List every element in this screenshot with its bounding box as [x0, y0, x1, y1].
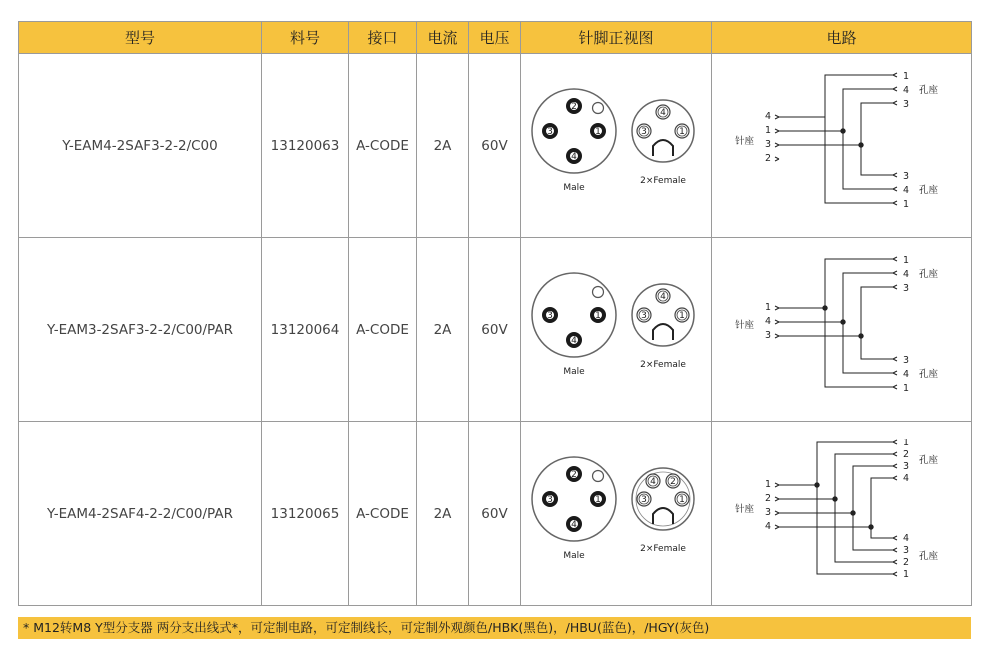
circuit-pin-label: 1: [764, 478, 771, 490]
pin-diagram: [522, 270, 711, 390]
circuit-diagram: [713, 71, 971, 221]
male-pin-label: 4: [570, 335, 577, 346]
header-model: 型号: [19, 22, 262, 54]
table-row: [19, 54, 972, 238]
circuit-pin-label: 2: [764, 492, 771, 504]
model-cell: Y-EAM4-2SAF3-2-2/C00: [19, 54, 262, 238]
male-pin-label: 4: [570, 519, 577, 530]
current-cell: 2A: [417, 54, 469, 238]
male-pin-label: 2: [570, 469, 577, 480]
female-connector-icon: [632, 100, 694, 162]
part-no-cell: 13120064: [262, 238, 349, 422]
circuit-pin-label: 1: [902, 568, 909, 580]
female-pin-label: 3: [640, 126, 647, 137]
male-pin-label: 4: [570, 151, 577, 162]
pin-view-cell: [521, 422, 712, 606]
model-cell: Y-EAM3-2SAF3-2-2/C00/PAR: [19, 238, 262, 422]
circuit-pin-label: 4: [902, 268, 909, 280]
voltage-cell: 60V: [469, 422, 521, 606]
circuit-pin-label: 4: [764, 520, 771, 532]
circuit-left-label: 针座: [734, 135, 754, 147]
female-connector-icon: [632, 468, 694, 530]
male-pin-label: 1: [594, 310, 601, 321]
voltage-cell: 60V: [469, 54, 521, 238]
female-pin-label: 3: [640, 494, 647, 505]
circuit-cell: [712, 238, 972, 422]
circuit-pin-label: 1: [902, 198, 909, 210]
circuit-pin-label: 3: [902, 544, 909, 556]
male-pin-label: 1: [594, 126, 601, 137]
part-no-cell: 13120063: [262, 54, 349, 238]
part-no-cell: 13120065: [262, 422, 349, 606]
footer-note: * M12转M8 Y型分支器 两分支出线式*，可定制电路，可定制线长，可定制外观颜色/HBK(黑色)，/HBU(蓝色)，/HGY(灰色): [18, 617, 971, 639]
female-pin-label: 4: [659, 107, 666, 118]
circuit-pin-label: 3: [902, 98, 909, 110]
circuit-pin-label: 3: [764, 329, 771, 341]
circuit-left-label: 针座: [734, 319, 754, 331]
header-voltage: 电压: [469, 22, 521, 54]
header-interface: 接口: [349, 22, 417, 54]
interface-cell: A-CODE: [349, 238, 417, 422]
circuit-pin-label: 1: [902, 438, 909, 448]
circuit-diagram: [713, 255, 971, 405]
pin-diagram: [522, 454, 711, 574]
female-pin-label: 3: [640, 310, 647, 321]
circuit-top-label: 孔座: [918, 454, 938, 466]
circuit-left-label: 针座: [734, 503, 754, 515]
female-label: 2×Female: [639, 359, 686, 370]
male-label: Male: [562, 550, 585, 561]
male-pin-label: 1: [594, 494, 601, 505]
male-pin-label: 2: [570, 101, 577, 112]
male-connector-icon: [532, 457, 616, 541]
header-part-no: 料号: [262, 22, 349, 54]
circuit-pin-label: 4: [902, 472, 909, 484]
circuit-pin-label: 4: [764, 315, 771, 327]
circuit-bottom-label: 孔座: [918, 550, 938, 562]
female-pin-label: 1: [678, 494, 685, 505]
pin-view-cell: [521, 54, 712, 238]
circuit-pin-label: 3: [764, 138, 771, 150]
circuit-cell: [712, 422, 972, 606]
circuit-pin-label: 1: [902, 70, 909, 82]
circuit-pin-label: 4: [902, 184, 909, 196]
circuit-diagram: [713, 439, 971, 589]
female-connector-icon: [632, 284, 694, 346]
female-label: 2×Female: [639, 175, 686, 186]
pin-diagram: [522, 86, 711, 206]
circuit-pin-label: 3: [902, 170, 909, 182]
circuit-bottom-label: 孔座: [918, 368, 938, 380]
header-pin-view: 针脚正视图: [521, 22, 712, 54]
current-cell: 2A: [417, 422, 469, 606]
female-pin-label: 1: [678, 310, 685, 321]
table-row: [19, 238, 972, 422]
circuit-pin-label: 1: [902, 254, 909, 266]
circuit-pin-label: 4: [902, 532, 909, 544]
circuit-pin-label: 3: [764, 506, 771, 518]
voltage-cell: 60V: [469, 238, 521, 422]
female-pin-label: 2: [669, 476, 676, 487]
circuit-pin-label: 1: [902, 382, 909, 394]
circuit-pin-label: 4: [764, 110, 771, 122]
female-pin-label: 4: [659, 291, 666, 302]
female-pin-label: 1: [678, 126, 685, 137]
circuit-pin-label: 2: [902, 448, 909, 460]
header-current: 电流: [417, 22, 469, 54]
interface-cell: A-CODE: [349, 54, 417, 238]
circuit-pin-label: 4: [902, 84, 909, 96]
male-pin-label: 3: [546, 310, 553, 321]
male-connector-icon: [532, 273, 616, 357]
male-pin-label: 3: [546, 494, 553, 505]
table-header-row: [19, 22, 972, 54]
circuit-cell: [712, 54, 972, 238]
interface-cell: A-CODE: [349, 422, 417, 606]
current-cell: 2A: [417, 238, 469, 422]
circuit-pin-label: 4: [902, 368, 909, 380]
male-pin-label: 3: [546, 126, 553, 137]
male-label: Male: [562, 366, 585, 377]
circuit-pin-label: 3: [902, 282, 909, 294]
header-circuit: 电路: [712, 22, 972, 54]
pin-view-cell: [521, 238, 712, 422]
circuit-pin-label: 1: [764, 301, 771, 313]
circuit-bottom-label: 孔座: [918, 184, 938, 196]
table-row: [19, 422, 972, 606]
female-pin-label: 4: [649, 476, 656, 487]
male-label: Male: [562, 182, 585, 193]
circuit-pin-label: 2: [902, 556, 909, 568]
male-connector-icon: [532, 89, 616, 173]
circuit-pin-label: 1: [764, 124, 771, 136]
female-label: 2×Female: [639, 543, 686, 554]
circuit-top-label: 孔座: [918, 84, 938, 96]
spec-table: [18, 21, 972, 606]
circuit-pin-label: 2: [764, 152, 771, 164]
circuit-top-label: 孔座: [918, 268, 938, 280]
circuit-pin-label: 3: [902, 460, 909, 472]
circuit-pin-label: 3: [902, 354, 909, 366]
model-cell: Y-EAM4-2SAF4-2-2/C00/PAR: [19, 422, 262, 606]
